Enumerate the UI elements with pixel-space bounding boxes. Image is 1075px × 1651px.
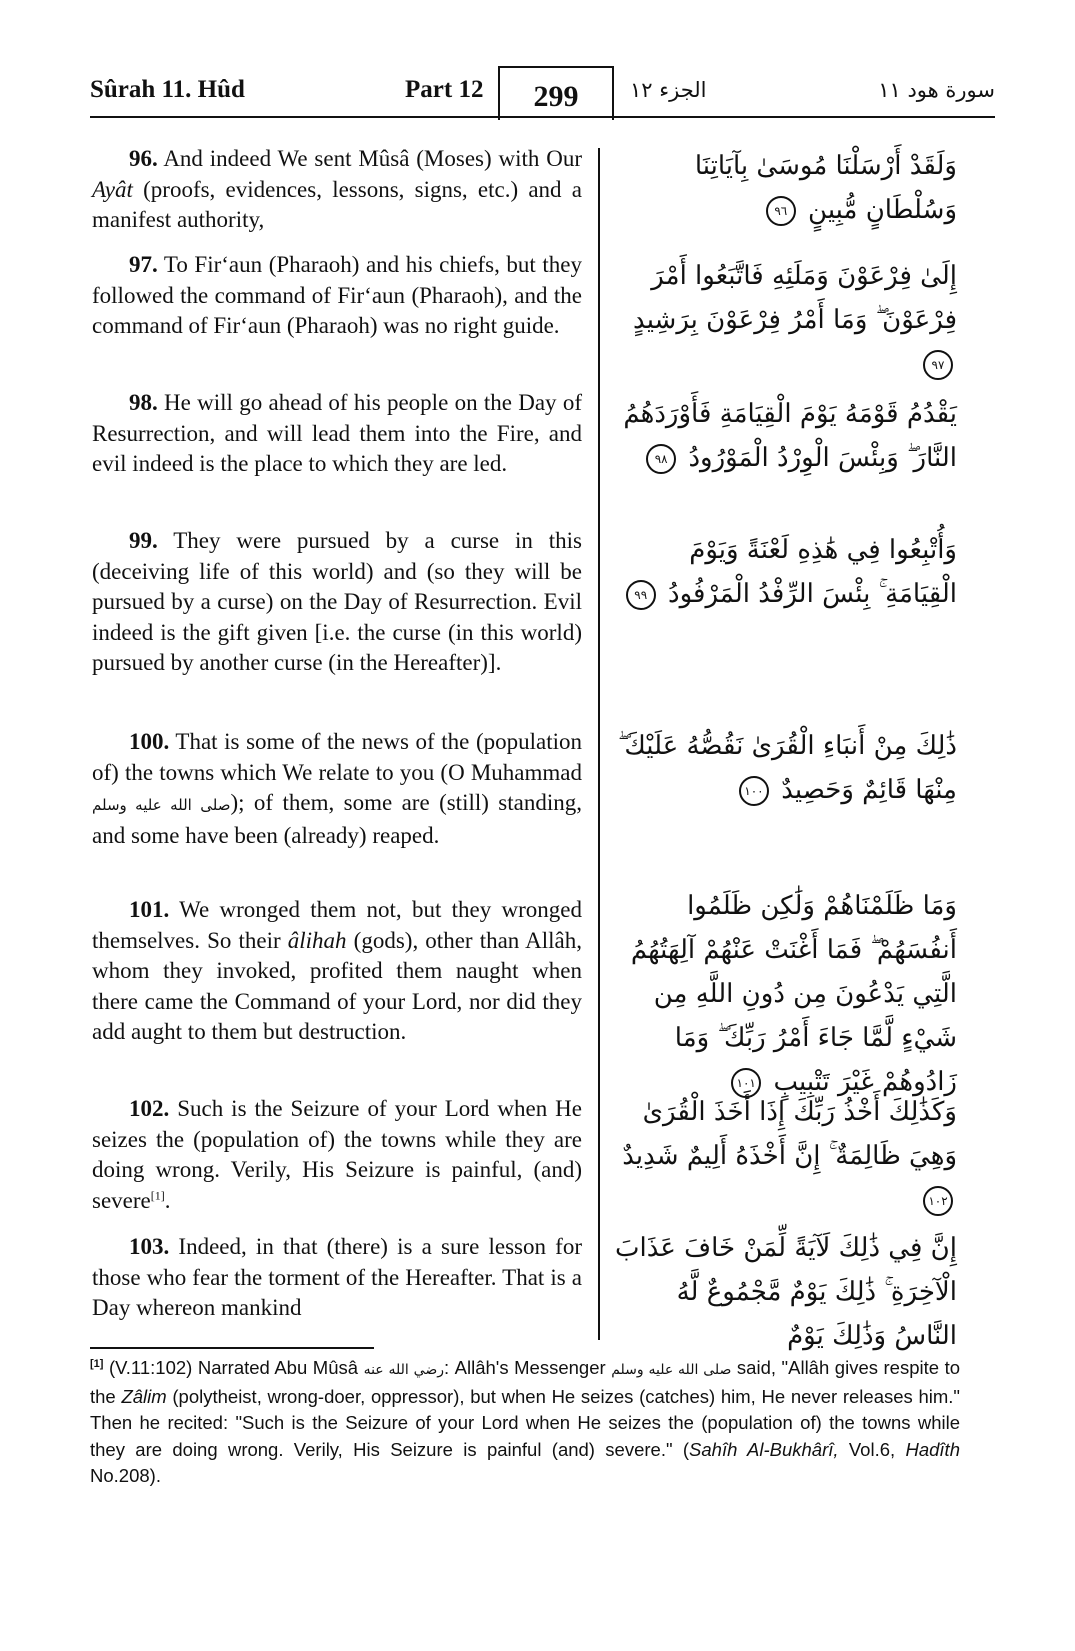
- arabic-verse-100: ذَٰلِكَ مِنْ أَنبَاءِ الْقُرَىٰ نَقُصُّهُ عَلَيْكَ ۖ مِنْهَا قَائِمٌ وَحَصِيدٌ ١٠٠: [617, 731, 957, 805]
- header-rule: [90, 116, 995, 118]
- salutation-arabic: صلى الله عليه وسلم: [92, 796, 231, 815]
- ayah-marker: ١٠٠: [739, 776, 769, 806]
- arabic-verse-102: وَكَذَٰلِكَ أَخْذُ رَبِّكَ إِذَا أَخَذَ الْقُرَىٰ وَهِيَ ظَالِمَةٌ ۚ إِنَّ أَخْذَهُ أَلِيمٌ شَدِيدٌ ١٠٢: [615, 1090, 957, 1222]
- part-label: Part 12: [405, 76, 484, 103]
- verse-99: 99. They were pursued by a curse in this (deceiving life of this world) and (so they will be pursued by a curse) on the Day of Resurrection. Evil indeed is the gift given [i.e. the curse (in this world) pursued by another curse (in the Hereafter)].: [92, 528, 582, 676]
- arabic-verse-97: إِلَىٰ فِرْعَوْنَ وَمَلَئِهِ فَاتَّبَعُوا أَمْرَ فِرْعَوْنَ ۖ وَمَا أَمْرُ فِرْعَوْنَ بِرَشِيدٍ ٩٧: [615, 254, 957, 386]
- ayah-marker: ٩٦: [766, 196, 796, 226]
- arabic-verse-98: يَقْدُمُ قَوْمَهُ يَوْمَ الْقِيَامَةِ فَأَوْرَدَهُمُ النَّارَ ۖ وَبِئْسَ الْوِرْدُ الْمَوْرُودُ ٩٨: [623, 399, 957, 473]
- ayah-marker: ١٠١: [731, 1068, 761, 1098]
- page-number: 299: [533, 80, 579, 113]
- arabic-verse-101: وَمَا ظَلَمْنَاهُمْ وَلَٰكِن ظَلَمُوا أَنفُسَهُمْ ۖ فَمَا أَغْنَتْ عَنْهُمْ آلِهَتُهُمُ الَّتِي يَدْعُونَ مِن دُونِ اللَّهِ مِن شَيْءٍ لَّمَّا جَاءَ أَمْرُ رَبِّكَ ۖ وَمَا زَادُوهُمْ غَيْرَ تَتْبِيبٍ ١٠١: [630, 891, 957, 1097]
- juz-arabic: الجزء ١٢: [630, 78, 707, 102]
- page-number-box: [498, 66, 614, 120]
- page-header: [90, 60, 995, 118]
- arabic-verse-96: وَلَقَدْ أَرْسَلْنَا مُوسَىٰ بِآيَاتِنَا وَسُلْطَانٍ مُّبِينٍ ٩٦: [694, 151, 957, 225]
- column-divider: [598, 148, 600, 1340]
- footnote-rule: [90, 1347, 374, 1349]
- verse-100: 100. That is some of the news of the (population of) the towns which We relate to you (O Muhammad صلى الله عليه وسلم); of them, some are (still) standing, and some have been (already) reaped.: [92, 729, 582, 848]
- ayah-marker: ٩٨: [646, 444, 676, 474]
- arabic-verse-99: وَأُتْبِعُوا فِي هَٰذِهِ لَعْنَةً وَيَوْمَ الْقِيَامَةِ ۚ بِئْسَ الرِّفْدُ الْمَرْفُودُ ٩٩: [615, 528, 957, 616]
- surah-title: Sûrah 11. Hûd: [90, 76, 245, 103]
- verse-102: 102. Such is the Seizure of your Lord when He seizes the (population of) the towns while they are doing wrong. Verily, His Seizure is painful, (and) severe[1].: [92, 1096, 582, 1213]
- surah-title-arabic: سورة هود ١١: [878, 78, 995, 102]
- footnote-marker: [1]: [90, 1357, 104, 1370]
- verse-number: 96.: [129, 146, 158, 171]
- verse-101: 101. We wronged them not, but they wronged themselves. So their âlihah (gods), other than Allâh, whom they invoked, profited them naught when there came the Command of your Lord, nor did they add aught to them but destruction.: [92, 897, 582, 1045]
- verse-96: 96. And indeed We sent Mûsâ (Moses) with Our Ayât (proofs, evidences, lessons, signs, etc.) and a manifest authority,: [92, 146, 582, 233]
- ayah-marker: ٩٧: [923, 350, 953, 380]
- ayah-marker: ١٠٢: [923, 1186, 953, 1216]
- footnote: [1] (V.11:102) Narrated Abu Mûsâ رضي الله عنه: Allâh's Messenger صلى الله عليه وسلم said, "Allâh gives respite to the Zâlim (polytheist, wrong-doer, oppressor), but when He seizes (catches) him, He never releases him." Then he recited: "Such is the Seizure of your Lord when He seizes the (population of) the towns while they are doing wrong. Verily, His Seizure is painful (and) severe." (Sahîh Al-Bukhârî, Vol.6, Hadîth No.208).: [90, 1357, 961, 1486]
- arabic-verse-103: إِنَّ فِي ذَٰلِكَ لَآيَةً لِّمَنْ خَافَ عَذَابَ الْآخِرَةِ ۚ ذَٰلِكَ يَوْمٌ مَّجْمُوعٌ لَّهُ النَّاسُ وَذَٰلِكَ يَوْمٌ: [615, 1233, 957, 1351]
- verse-98: 98. He will go ahead of his people on the Day of Resurrection, and will lead them into the Fire, and evil indeed is the place to which they are led.: [92, 390, 582, 477]
- ayah-marker: ٩٩: [626, 580, 656, 610]
- verse-97: 97. To Fir‘aun (Pharaoh) and his chiefs, but they followed the command of Fir‘aun (Pharaoh), and the command of Fir‘aun (Pharaoh) was no right guide.: [92, 252, 582, 339]
- verse-103: 103. Indeed, in that (there) is a sure lesson for those who fear the torment of the Hereafter. That is a Day whereon mankind: [92, 1234, 582, 1321]
- footnote-ref[interactable]: [1]: [150, 1188, 165, 1203]
